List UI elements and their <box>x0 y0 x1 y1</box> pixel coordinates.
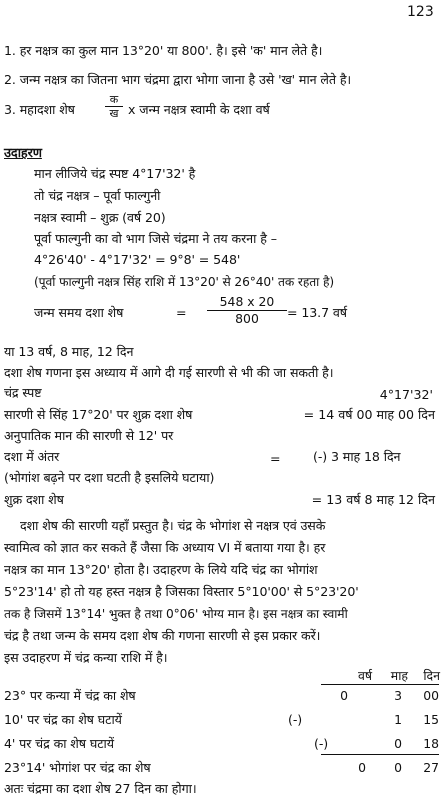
fraction-numerator: 548 x 20 <box>219 294 275 309</box>
row-sign: (-) <box>288 712 303 727</box>
dasha-fraction <box>207 295 287 326</box>
body-line: सारणी से सिंह 17°20' पर शुक्र दशा शेष <box>4 407 193 422</box>
row-value: 15 <box>423 712 439 727</box>
paragraph-line: नक्षत्र का मान 13°20' होता है। उदाहरण के लिये यदि चंद्र का भोगांश <box>4 562 318 577</box>
step-3-suffix: x जन्म नक्षत्र स्वामी के दशा वर्ष <box>128 102 270 117</box>
row-value: 0 <box>394 760 402 775</box>
row-sign: (-) <box>314 736 329 751</box>
body-value: = 14 वर्ष 00 माह 00 दिन <box>303 407 435 422</box>
body-value: 4°17'32' <box>379 387 433 402</box>
row-value: 27 <box>423 760 439 775</box>
dasha-label: जन्म समय दशा शेष <box>34 305 124 320</box>
body-equals: = <box>270 451 281 466</box>
table-header: दिन <box>423 668 440 683</box>
step-3-fraction <box>105 94 123 119</box>
body-line: शुक्र दशा शेष <box>4 492 64 507</box>
body-line: दशा शेष गणना इस अध्याय में आगे दी गई सारणी से भी की जा सकती है। <box>4 365 334 380</box>
example-line: मान लीजिये चंद्र स्पष्ट 4°17'32' है <box>34 166 196 181</box>
table-header: माह <box>390 668 408 683</box>
paragraph-line: स्वामित्व को ज्ञात कर सकते हैं जैसा कि अध्याय VI में बताया गया है। हर <box>4 540 326 555</box>
body-value: = 13 वर्ष 8 माह 12 दिन <box>311 492 435 507</box>
row-value: 0 <box>358 760 366 775</box>
example-line: नक्षत्र स्वामी – शुक्र (वर्ष 20) <box>34 210 166 225</box>
table-divider <box>321 754 439 755</box>
row-value: 1 <box>394 712 402 727</box>
body-line: दशा में अंतर <box>4 449 60 464</box>
body-line: अनुपातिक मान की सारणी से 12' पर <box>4 428 174 443</box>
body-line: या 13 वर्ष, 8 माह, 12 दिन <box>4 344 134 359</box>
body-value: (-) 3 माह 18 दिन <box>313 449 401 464</box>
paragraph-line: चंद्र है तथा जन्म के समय दशा शेष की गणना सारणी से इस प्रकार करें। <box>4 628 321 643</box>
dasha-equals: = <box>176 305 187 320</box>
example-line: पूर्वा फाल्गुनी का वो भाग जिसे चंद्रमा ने तय करना है – <box>34 231 277 246</box>
row-label: 23°14' भोगांश पर चंद्र का शेष <box>4 760 151 775</box>
fraction-denominator: ख <box>109 107 119 120</box>
step-3-prefix: 3. महादशा शेष <box>4 102 75 117</box>
fraction-numerator: क <box>109 93 119 106</box>
row-value: 3 <box>394 688 402 703</box>
table-header: वर्ष <box>357 668 372 683</box>
paragraph-line: दशा शेष की सारणी यहाँ प्रस्तुत है। चंद्र के भोगांश से नक्षत्र एवं उसके <box>20 518 326 533</box>
page-number: 123 <box>407 4 434 20</box>
example-heading: उदाहरण <box>4 146 42 161</box>
row-label: 4' पर चंद्र का शेष घटायें <box>4 736 114 751</box>
row-value: 0 <box>394 736 402 751</box>
table-divider <box>321 684 439 685</box>
example-line: तो चंद्र नक्षत्र – पूर्वा फाल्गुनी <box>34 188 161 203</box>
row-label: 23° पर कन्या में चंद्र का शेष <box>4 688 136 703</box>
example-line: (पूर्वा फाल्गुनी नक्षत्र सिंह राशि में 13°20' से 26°40' तक रहता है) <box>34 275 334 289</box>
paragraph-line: इस उदाहरण में चंद्र कन्या राशि में है। <box>4 650 168 665</box>
row-value: 18 <box>423 736 439 751</box>
body-line: चंद्र स्पष्ट <box>4 385 42 400</box>
body-line: (भोगांश बढ़ने पर दशा घटती है इसलिये घटाया) <box>4 470 215 485</box>
step-2: 2. जन्म नक्षत्र का जितना भाग चंद्रमा द्वारा भोगा जाना है उसे 'ख' मान लेते है। <box>4 72 352 87</box>
dasha-result: = 13.7 वर्ष <box>287 305 347 320</box>
fraction-denominator: 800 <box>235 311 259 326</box>
paragraph-line: तक है जिसमें 13°14' भुक्त है तथा 0°06' भोग्य मान है। इस नक्षत्र का स्वामी <box>4 607 348 621</box>
row-value: 00 <box>423 688 439 703</box>
paragraph-line: 5°23'14' हो तो यह हस्त नक्षत्र है जिसका विस्तार 5°10'00' से 5°23'20' <box>4 584 359 599</box>
example-line: 4°26'40' - 4°17'32' = 9°8' = 548' <box>34 252 241 267</box>
row-value: 0 <box>340 688 348 703</box>
row-label: 10' पर चंद्र का शेष घटायें <box>4 712 122 727</box>
step-1: 1. हर नक्षत्र का कुल मान 13°20' या 800'. है। इसे 'क' मान लेते है। <box>4 43 323 58</box>
conclusion: अतः चंद्रमा का दशा शेष 27 दिन का होगा। <box>4 781 197 796</box>
